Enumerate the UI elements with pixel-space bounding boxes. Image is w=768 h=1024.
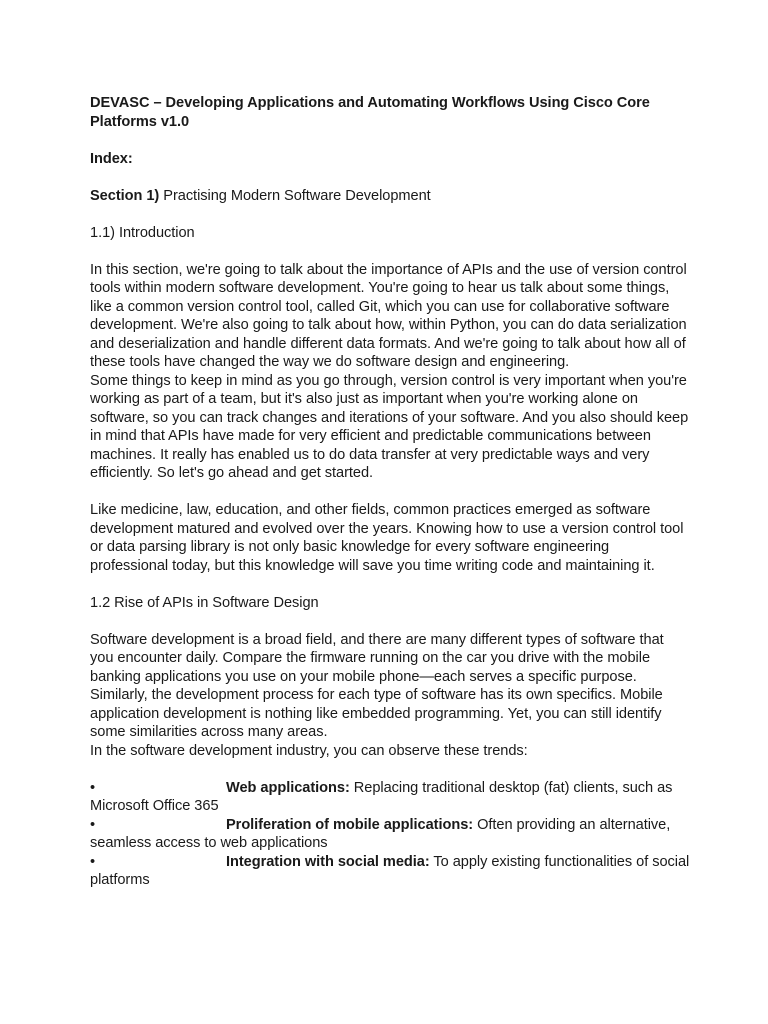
spacer: [90, 205, 690, 224]
section-label: Section 1): [90, 187, 160, 204]
spacer: [90, 612, 690, 631]
bullet-label: Integration with social media:: [226, 853, 430, 870]
spacer: [90, 575, 690, 594]
subsection-heading-1-1: 1.1) Introduction: [90, 224, 195, 241]
apis-paragraph-2: In the software development industry, you can observe these trends:: [90, 742, 528, 759]
spacer: [90, 131, 690, 150]
document-title: DEVASC – Developing Applications and Automating Workflows Using Cisco Core Platforms v1.0: [90, 95, 650, 130]
bullet-marker: •: [90, 853, 96, 870]
bullet-marker: •: [90, 779, 96, 796]
section-heading: [90, 187, 690, 206]
bullet-text: To apply existing functionalities of social platforms: [90, 853, 690, 888]
document-page: [90, 94, 690, 890]
intro-paragraph-2: Some things to keep in mind as you go through, version control is very important when you're working as part of a team, but it's also just as important when you're working alone on software, so you can track changes and iterations of your software. And you also should keep in mind that APIs have made for very efficient and predictable communications between machines. It really has enabled us to do data transfer at very predictable ways and very efficiently. So let's go ahead and get started.: [90, 372, 689, 481]
spacer: [90, 168, 690, 187]
section-text: Practising Modern Software Development: [159, 187, 431, 204]
spacer: [90, 760, 690, 779]
apis-paragraph-1: Software development is a broad field, and there are many different types of software that you encounter daily. Compare the firmware running on the car you drive with the mobile banking applications you use on your mobile phone—each serves a specific purpose. Similarly, the development process for each type of software has its own specifics. Mobile application development is nothing like embedded programming. Yet, you can still identify some similarities across many areas.: [90, 631, 664, 740]
bullet-label: Proliferation of mobile applications:: [226, 816, 474, 833]
subsection-heading-1-2: 1.2 Rise of APIs in Software Design: [90, 594, 319, 611]
bullet-text: Often providing an alternative, seamless access to web applications: [90, 816, 671, 851]
intro-paragraph-3: Like medicine, law, education, and other fields, common practices emerged as software development matured and evolved over the years. Knowing how to use a version control tool or data parsing library is not only basic knowledge for every software engineering professional today, but this knowledge will save you time writing code and maintaining it.: [90, 502, 684, 574]
intro-paragraph-1: In this section, we're going to talk about the importance of APIs and the use of version control tools within modern software development. You're going to hear us talk about some things, like a common version control tool, called Git, which you can use for collaborative software development. We're also going to talk about how, within Python, you can do data serialization and deserialization and handle different data formats. And we're going to talk about how all of these tools have changed the way we do software design and engineering.: [90, 261, 687, 370]
bullet-item-web-applications: [90, 779, 690, 816]
bullet-marker: •: [90, 816, 96, 833]
bullet-item-mobile-applications: [90, 816, 690, 853]
bullet-label: Web applications:: [226, 779, 350, 796]
index-label: Index:: [90, 150, 133, 167]
bullet-item-social-media: [90, 853, 690, 890]
bullet-text: Replacing traditional desktop (fat) clients, such as Microsoft Office 365: [90, 779, 673, 814]
spacer: [90, 483, 690, 502]
spacer: [90, 242, 690, 261]
